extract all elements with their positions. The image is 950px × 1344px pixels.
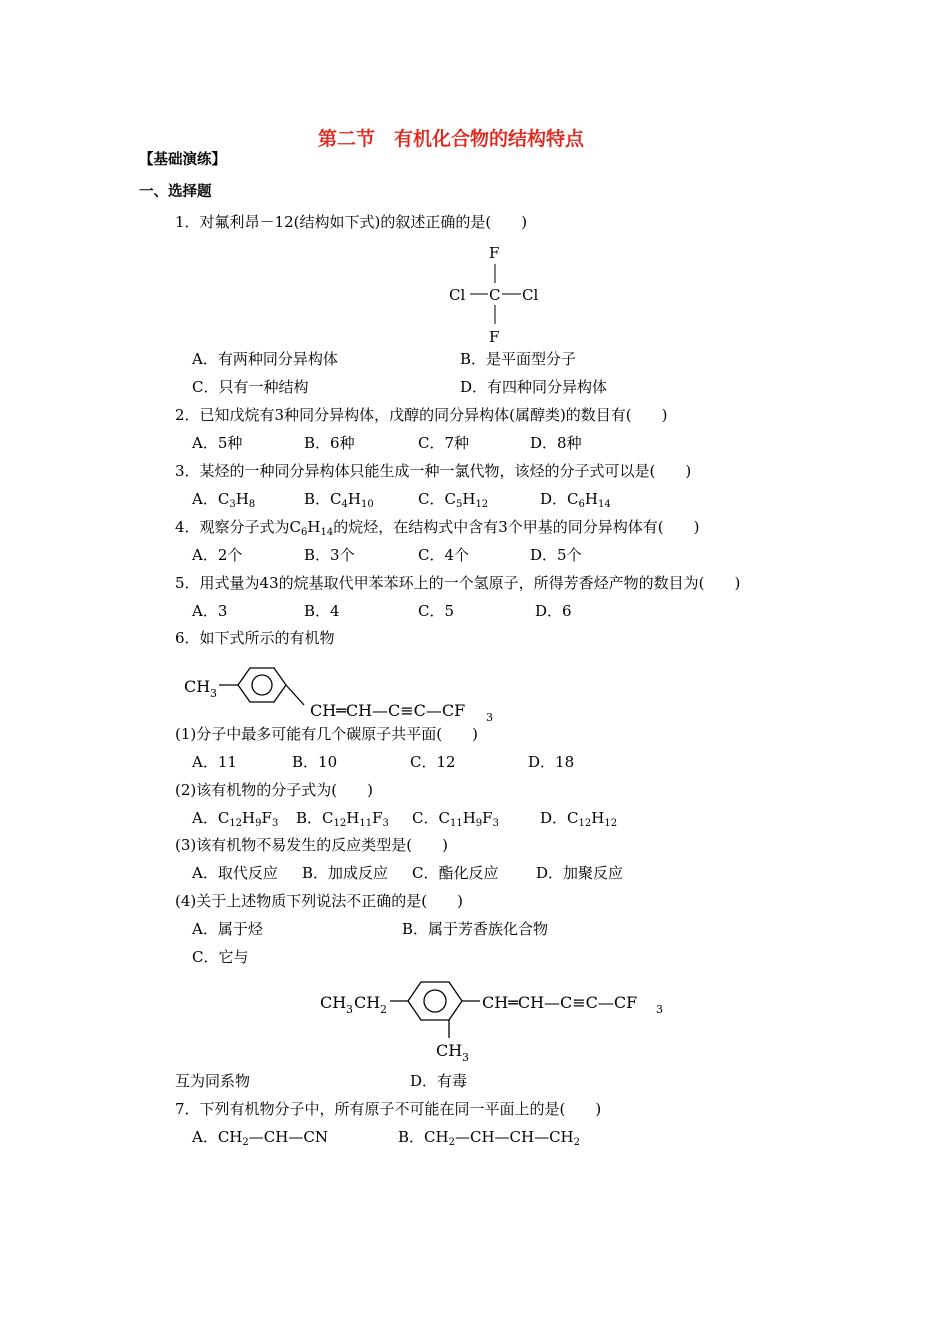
- svg-text:CH: CH: [436, 1041, 463, 1060]
- q3-option-a: A．$C_3H_8$: [192, 490, 256, 510]
- atom-c-center: C: [489, 286, 501, 304]
- q6-part2-option-a: A．$C_{12}H_9F_3$: [192, 809, 279, 829]
- q7-stem: 7．下列有机物分子中，所有原子不可能在同一平面上的是( ): [175, 1100, 602, 1118]
- q6-part3-stem: (3)该有机物不易发生的反应类型是( ): [175, 836, 448, 854]
- svg-text:CH═CH—C≡C—CF: CH═CH—C≡C—CF: [482, 993, 638, 1012]
- q6-part4-option-c-end: 互为同系物: [175, 1072, 251, 1090]
- q5-option-a: A．3: [192, 602, 228, 620]
- section-basic-practice: 【基础演练】: [139, 152, 226, 168]
- q1-option-d: D．有四种同分异构体: [460, 378, 608, 396]
- q6-part3-option-c: C．酯化反应: [412, 864, 499, 882]
- q1-structure-diagram: [440, 238, 550, 348]
- q6-part4-stem: (4)关于上述物质下列说法不正确的是( ): [175, 892, 463, 910]
- page-title: 第二节 有机化合物的结构特点: [318, 128, 585, 150]
- q5-option-d: D．6: [535, 602, 572, 620]
- q2-stem: 2．已知戊烷有3种同分异构体，戊醇的同分异构体(属醇类)的数目有( ): [175, 406, 668, 424]
- q1-option-b: B．是平面型分子: [460, 350, 577, 368]
- q6-part3-option-d: D．加聚反应: [536, 864, 624, 882]
- q4-option-b: B．3个: [304, 546, 355, 564]
- q6-part2-option-c: C．$C_{11}H_9F_3$: [412, 809, 499, 829]
- q6-part4-option-b: B．属于芳香族化合物: [402, 920, 549, 938]
- atom-f-top: F: [489, 244, 500, 262]
- q6-part3-option-b: B．加成反应: [302, 864, 389, 882]
- q6-part2-stem: (2)该有机物的分子式为( ): [175, 781, 373, 799]
- svg-text:2: 2: [380, 1003, 387, 1016]
- q6-part1-option-b: B．10: [292, 753, 338, 771]
- q6-part1-stem: (1)分子中最多可能有几个碳原子共平面( ): [175, 725, 478, 743]
- q1-stem: 1．对氟利昂－12(结构如下式)的叙述正确的是( ): [175, 213, 528, 231]
- q1-option-a: A．有两种同分异构体: [192, 350, 338, 368]
- q6-part1-option-c: C．12: [410, 753, 456, 771]
- svg-text:3: 3: [656, 1003, 663, 1016]
- q7-option-a: A．$CH_2—CH—CN$: [192, 1128, 328, 1148]
- q7-option-b: B．$CH_2—CH—CH—CH_2$: [398, 1128, 581, 1148]
- svg-text:3: 3: [486, 711, 493, 724]
- q2-option-c: C．7种: [418, 434, 470, 452]
- q6-part2-option-d: D．$C_{12}H_{12}$: [540, 809, 618, 829]
- q4-option-d: D．5个: [530, 546, 582, 564]
- q3-option-d: D．$C_6H_{14}$: [540, 490, 611, 510]
- q3-stem: 3．某烃的一种同分异构体只能生成一种一氯代物，该烃的分子式可以是( ): [175, 462, 692, 480]
- svg-text:3: 3: [210, 687, 217, 700]
- q5-stem: 5．用式量为43的烷基取代甲苯苯环上的一个氢原子，所得芳香烃产物的数目为( ): [175, 574, 741, 592]
- svg-text:CH═CH—C≡C—CF: CH═CH—C≡C—CF: [310, 701, 466, 720]
- q6-part3-option-a: A．取代反应: [192, 864, 278, 882]
- q5-option-b: B．4: [304, 602, 340, 620]
- q6-part4-option-a: A．属于烃: [192, 920, 263, 938]
- q2-option-d: D．8种: [530, 434, 582, 452]
- q5-option-c: C．5: [418, 602, 455, 620]
- q3-option-b: B．$C_4H_{10}$: [304, 490, 374, 510]
- svg-text:CH: CH: [184, 677, 211, 696]
- atom-cl-right: Cl: [522, 286, 539, 304]
- benzene-ring-icon: [238, 668, 286, 702]
- svg-text:CH: CH: [320, 993, 347, 1012]
- q4-option-c: C．4个: [418, 546, 470, 564]
- section-multiple-choice: 一、选择题: [139, 184, 212, 200]
- q6-part1-option-d: D．18: [528, 753, 575, 771]
- q2-option-a: A．5种: [192, 434, 243, 452]
- q6-part1-option-a: A．11: [192, 753, 237, 771]
- q6-part4-molecule-structure: [318, 976, 678, 1068]
- q4-option-a: A．2个: [192, 546, 243, 564]
- q6-stem: 6．如下式所示的有机物: [175, 629, 335, 647]
- atom-cl-left: Cl: [449, 286, 466, 304]
- q3-option-c: C．$C_5H_{12}$: [418, 490, 489, 510]
- q1-option-c: C．只有一种结构: [192, 378, 309, 396]
- q4-stem: 4．观察分子式为$C_6H_{14}$的烷烃，在结构式中含有3个甲基的同分异构体有( ): [175, 518, 700, 538]
- q2-option-b: B．6种: [304, 434, 355, 452]
- benzene-ring-icon: [408, 982, 462, 1020]
- q6-part2-option-b: B．$C_{12}H_{11}F_3$: [296, 809, 389, 829]
- svg-text:3: 3: [346, 1003, 353, 1016]
- atom-f-bottom: F: [489, 328, 500, 346]
- q6-part4-option-d: D．有毒: [410, 1072, 468, 1090]
- svg-text:3: 3: [462, 1051, 469, 1064]
- q6-molecule-structure: [180, 660, 510, 728]
- svg-text:CH: CH: [354, 993, 381, 1012]
- q6-part4-option-c: C．它与: [192, 948, 249, 966]
